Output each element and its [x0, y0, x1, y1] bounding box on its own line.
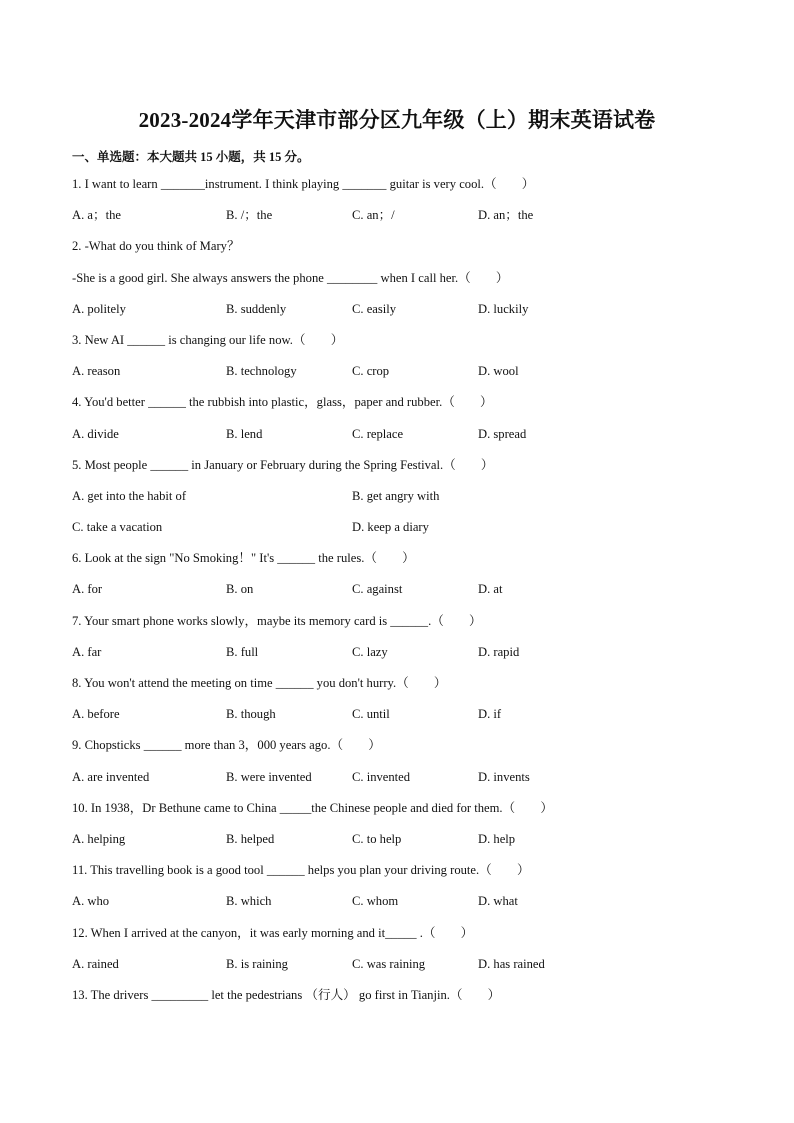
question-item — [72, 549, 732, 611]
answer-option[interactable]: C. whom — [352, 894, 399, 909]
options-row — [72, 362, 732, 393]
options-row — [72, 768, 732, 799]
answer-option[interactable]: D. invents — [478, 769, 530, 784]
question-stem: 12. When I arrived at the canyon，it was early morning and it_____ .（ ） — [72, 925, 474, 940]
answer-option[interactable]: B. on — [226, 582, 254, 597]
question-item — [72, 175, 732, 237]
section-heading: 一、单选题：本大题共 15 小题，共 15 分。 — [72, 150, 310, 164]
answer-option[interactable]: A. before — [72, 707, 120, 722]
answer-option[interactable]: D. what — [478, 894, 518, 909]
question-item — [72, 986, 732, 1017]
question-stem: 7. Your smart phone works slowly，maybe its memory card is ______.（ ） — [72, 613, 482, 628]
answer-option[interactable]: A. get into the habit of — [72, 488, 187, 503]
answer-option[interactable]: D. at — [478, 582, 503, 597]
answer-option[interactable]: C. invented — [352, 769, 411, 784]
answer-option[interactable]: C. to help — [352, 831, 402, 846]
options-row — [72, 518, 732, 549]
answer-option[interactable]: B. which — [226, 894, 272, 909]
answer-option[interactable]: A. politely — [72, 301, 126, 316]
options-row — [72, 487, 732, 518]
question-stem: 10. In 1938，Dr Bethune came to China _____the Chinese people and died for them.（ ） — [72, 800, 553, 815]
answer-option[interactable]: B. full — [226, 644, 259, 659]
answer-option[interactable]: B. is raining — [226, 956, 288, 971]
answer-option[interactable]: C. against — [352, 582, 403, 597]
answer-option[interactable]: C. easily — [352, 301, 397, 316]
question-stem: 13. The drivers _________ let the pedestrians （行人） go first in Tianjin.（ ） — [72, 987, 501, 1002]
question-stem: 8. You won't attend the meeting on time ______ you don't hurry.（ ） — [72, 676, 447, 690]
question-item — [72, 331, 732, 393]
answer-option[interactable]: B. helped — [226, 831, 275, 846]
question-stem: 6. Look at the sign "No Smoking！" It's ______ the rules.（ ） — [72, 551, 415, 566]
answer-option[interactable]: C. an；/ — [352, 208, 395, 223]
options-row — [72, 955, 732, 986]
question-item — [72, 612, 732, 674]
question-stem: 11. This travelling book is a good tool ______ helps you plan your driving route.（ ） — [72, 863, 530, 878]
answer-option[interactable]: D. spread — [478, 426, 527, 441]
answer-option[interactable]: A. rained — [72, 956, 119, 971]
answer-option[interactable]: B. lend — [226, 426, 263, 441]
answer-option[interactable]: A. for — [72, 582, 103, 597]
answer-option[interactable]: A. are invented — [72, 769, 150, 784]
question-stem: 5. Most people ______ in January or February during the Spring Festival.（ ） — [72, 457, 494, 472]
question-item — [72, 456, 732, 550]
options-row — [72, 643, 732, 674]
answer-option[interactable]: B. were invented — [226, 769, 312, 784]
question-item — [72, 393, 732, 455]
answer-option[interactable]: C. until — [352, 707, 390, 722]
answer-option[interactable]: D. wool — [478, 364, 519, 379]
question-item — [72, 799, 732, 861]
question-item — [72, 237, 732, 331]
answer-option[interactable]: C. replace — [352, 426, 404, 441]
question-stem: 2. -What do you think of Mary？ — [72, 239, 240, 254]
answer-option[interactable]: B. get angry with — [352, 488, 440, 503]
answer-option[interactable]: A. who — [72, 894, 110, 909]
question-stem: 4. You'd better ______ the rubbish into plastic，glass，paper and rubber.（ ） — [72, 395, 493, 410]
answer-option[interactable]: D. has rained — [478, 956, 545, 971]
answer-option[interactable]: D. luckily — [478, 301, 529, 316]
question-stem: 3. New AI ______ is changing our life now.（ ） — [72, 332, 344, 347]
question-item — [72, 924, 732, 986]
question-item — [72, 674, 732, 736]
exam-title: 2023-2024学年天津市部分区九年级（上）期末英语试卷 — [138, 108, 656, 132]
answer-option[interactable]: D. keep a diary — [352, 520, 429, 535]
options-row — [72, 206, 732, 237]
answer-option[interactable]: A. far — [72, 644, 102, 659]
answer-option[interactable]: C. lazy — [352, 644, 388, 659]
answer-option[interactable]: B. though — [226, 707, 276, 722]
question-stem: 9. Chopsticks ______ more than 3，000 years ago.（ ） — [72, 738, 381, 753]
options-row — [72, 580, 732, 611]
answer-option[interactable]: D. an；the — [478, 208, 534, 223]
answer-option[interactable]: B. suddenly — [226, 301, 287, 316]
answer-option[interactable]: C. take a vacation — [72, 520, 163, 535]
question-stem: 1. I want to learn _______instrument. I think playing _______ guitar is very cool.（ ） — [72, 177, 535, 191]
answer-option[interactable]: C. was raining — [352, 956, 426, 971]
options-row — [72, 830, 732, 861]
answer-option[interactable]: D. if — [478, 707, 502, 722]
options-row — [72, 705, 732, 736]
options-row — [72, 425, 732, 456]
question-item — [72, 736, 732, 798]
question-stem: -She is a good girl. She always answers the phone ________ when I call her.（ ） — [72, 270, 509, 285]
question-item — [72, 861, 732, 923]
answer-option[interactable]: B. /；the — [226, 208, 273, 223]
options-row — [72, 300, 732, 331]
answer-option[interactable]: D. rapid — [478, 644, 520, 659]
options-row — [72, 892, 732, 923]
answer-option[interactable]: A. divide — [72, 426, 119, 441]
answer-option[interactable]: B. technology — [226, 364, 297, 379]
question-list — [72, 175, 732, 1017]
answer-option[interactable]: A. a；the — [72, 208, 121, 223]
answer-option[interactable]: A. reason — [72, 364, 121, 379]
answer-option[interactable]: D. help — [478, 831, 516, 846]
answer-option[interactable]: A. helping — [72, 831, 126, 846]
answer-option[interactable]: C. crop — [352, 364, 390, 379]
